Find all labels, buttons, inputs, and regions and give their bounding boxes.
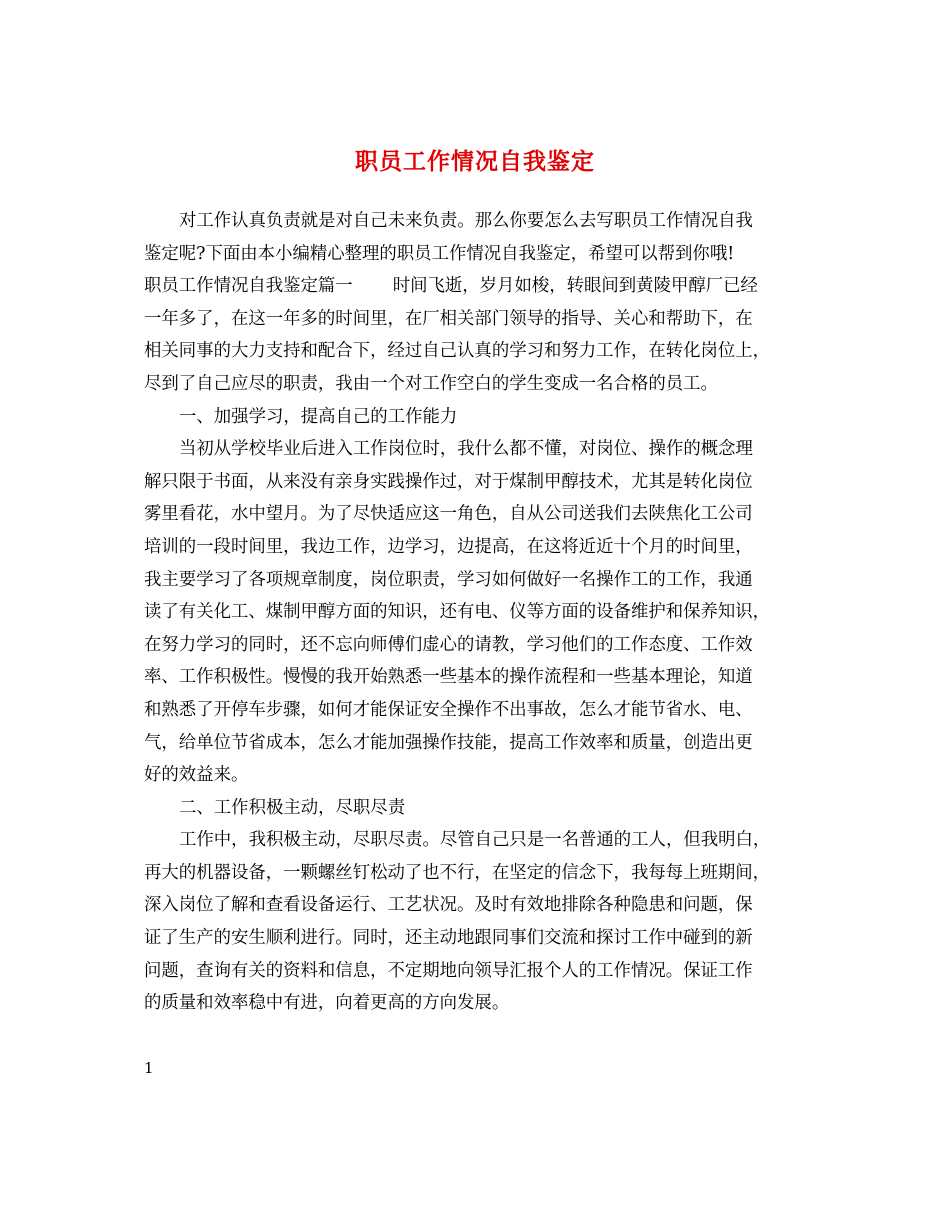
body-line: 尽到了自己应尽的职责，我由一个对工作空白的学生变成一名合格的员工。 — [144, 373, 718, 394]
body-line: 一年多了，在这一年多的时间里，在厂相关部门领导的指导、关心和帮助下，在 — [144, 308, 753, 329]
body-line: 的质量和效率稳中有进，向着更高的方向发展。 — [144, 993, 510, 1014]
body-line: 再大的机器设备，一颗螺丝钉松动了也不行，在坚定的信念下，我每每上班期间， — [144, 862, 771, 883]
section-heading-2: 二、工作积极主动，尽职尽责 — [179, 797, 406, 818]
body-line: 读了有关化工、煤制甲醇方面的知识，还有电、仪等方面的设备维护和保养知识， — [144, 602, 771, 623]
body-line: 解只限于书面，从来没有亲身实践操作过，对于煤制甲醇技术，尤其是转化岗位 — [144, 471, 753, 492]
page-title: 职员工作情况自我鉴定 — [355, 148, 595, 176]
body-line: 工作中，我积极主动，尽职尽责。尽管自己只是一名普通的工人，但我明白， — [179, 830, 771, 851]
body-line: 和熟悉了开停车步骤，如何才能保证安全操作不出事故，怎么才能节省水、电、 — [144, 699, 753, 720]
document-body — [144, 205, 824, 1020]
body-line: 培训的一段时间里，我边工作，边学习，边提高，在这将近近十个月的时间里， — [144, 536, 753, 557]
body-line: 率、工作积极性。慢慢的我开始熟悉一些基本的操作流程和一些基本理论，知道 — [144, 667, 753, 688]
section-line — [144, 270, 824, 303]
body-line: 问题，查询有关的资料和信息，不定期地向领导汇报个人的工作情况。保证工作 — [144, 960, 753, 981]
body-line: 当初从学校毕业后进入工作岗位时，我什么都不懂，对岗位、操作的概念理 — [179, 439, 753, 460]
body-line: 气，给单位节省成本，怎么才能加强操作技能，提高工作效率和质量，创造出更 — [144, 732, 753, 753]
body-line: 好的效益来。 — [144, 765, 249, 786]
section-heading-1: 一、加强学习，提高自己的工作能力 — [179, 406, 458, 427]
body-line: 证了生产的安生顺利进行。同时，还主动地跟同事们交流和探讨工作中碰到的新 — [144, 928, 753, 949]
body-line: 深入岗位了解和查看设备运行、工艺状况。及时有效地排除各种隐患和问题，保 — [144, 895, 753, 916]
section-heading: 职员工作情况自我鉴定篇一 — [144, 276, 353, 297]
body-line: 雾里看花，水中望月。为了尽快适应这一角色，自从公司送我们去陕焦化工公司 — [144, 504, 753, 525]
body-line: 对工作认真负责就是对自己未来负责。那么你要怎么去写职员工作情况自我 — [179, 211, 753, 231]
body-line: 相关同事的大力支持和配合下，经过自己认真的学习和努力工作，在转化岗位上， — [144, 341, 771, 362]
section-text: 时间飞逝，岁月如梭，转眼间到黄陵甲醇厂已经 — [392, 276, 758, 297]
page-number: 1 — [144, 1059, 154, 1077]
body-line: 在努力学习的同时，还不忘向师傅们虚心的请教，学习他们的工作态度、工作效 — [144, 634, 753, 655]
body-line: 我主要学习了各项规章制度，岗位职责，学习如何做好一名操作工的工作，我通 — [144, 569, 753, 590]
body-line: 鉴定呢?下面由本小编精心整理的职员工作情况自我鉴定，希望可以帮到你哦! — [144, 243, 735, 264]
